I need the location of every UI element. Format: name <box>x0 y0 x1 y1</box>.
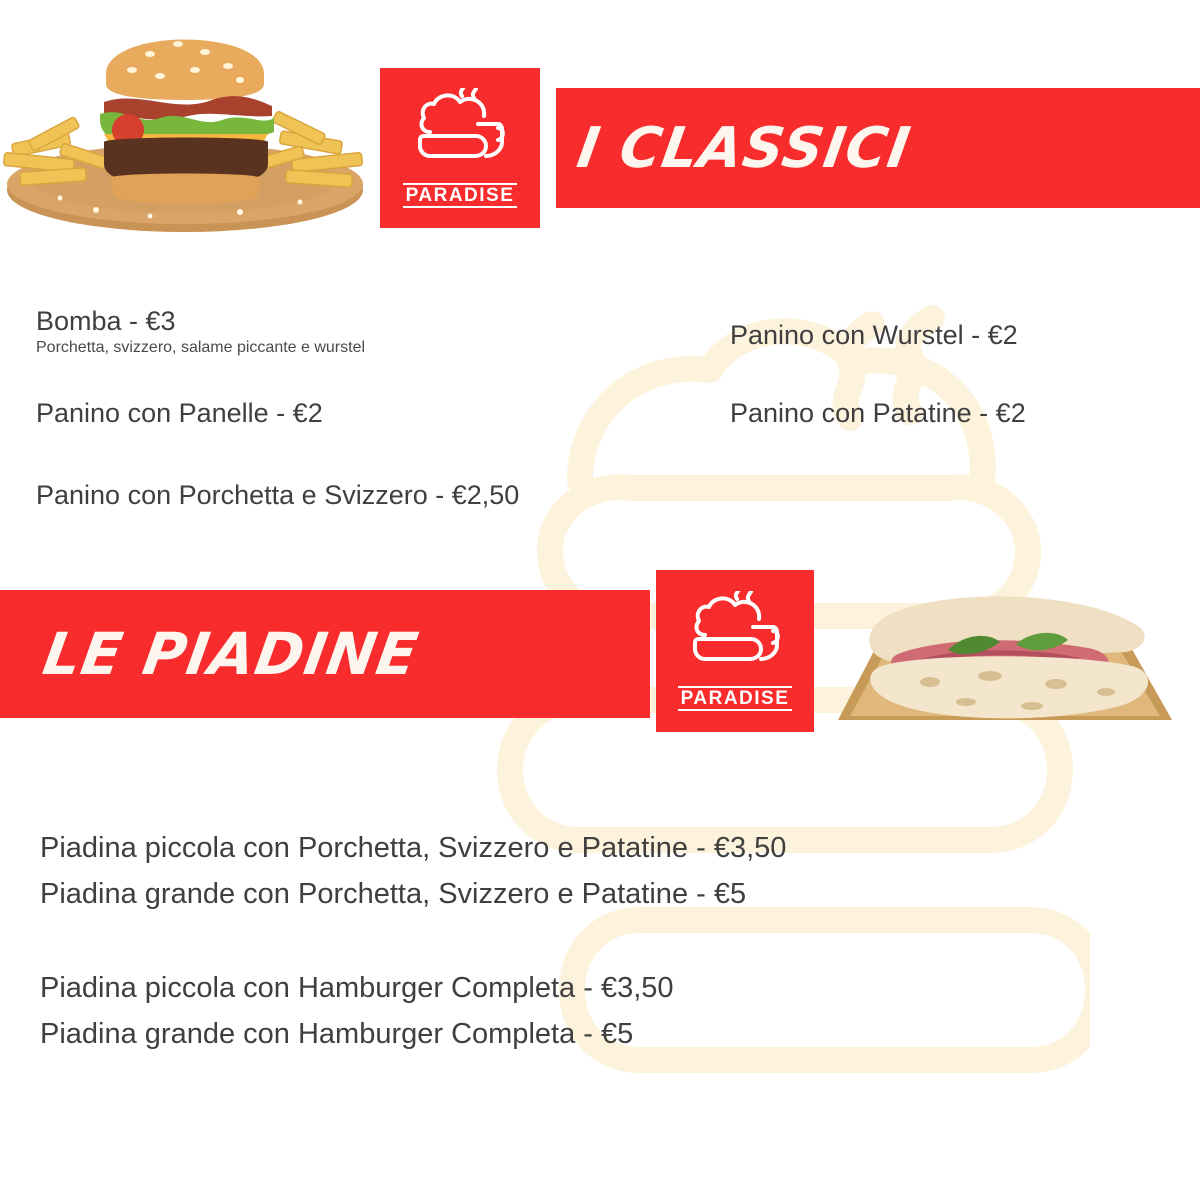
item-name: Panino con Panelle - €2 <box>36 398 323 428</box>
menu-item-panino-patatine <box>730 398 1026 429</box>
item-name: Panino con Wurstel - €2 <box>730 320 1018 350</box>
menu-item-piadina-grande-porchetta <box>40 878 746 911</box>
item-name: Bomba - €3 <box>36 306 176 336</box>
item-name: Piadina piccola con Hamburger Completa - €3,50 <box>40 972 674 1004</box>
menu-item-panino-panelle <box>36 398 323 429</box>
menu-item-bomba <box>36 306 365 357</box>
item-name: Panino con Patatine - €2 <box>730 398 1026 428</box>
section-title-classici: I CLASSICI <box>572 115 916 181</box>
menu-item-piadina-piccola-porchetta <box>40 832 786 865</box>
item-name: Piadina grande con Porchetta, Svizzero e Patatine - €5 <box>40 878 747 910</box>
menu-item-panino-porchetta-svizzero <box>36 480 519 511</box>
section-header-classici <box>556 88 1200 208</box>
menu-item-piadina-grande-hamburger <box>40 1018 633 1051</box>
paradise-logo-badge-classici <box>380 68 540 228</box>
chef-hat-and-coffee-cup-icon <box>689 591 781 677</box>
item-name: Piadina piccola con Porchetta, Svizzero e Patatine - €3,50 <box>40 832 787 864</box>
item-name: Piadina grande con Hamburger Completa - €5 <box>40 1018 634 1050</box>
chef-hat-and-coffee-cup-icon <box>414 88 506 174</box>
paradise-logo-badge-piadine <box>656 570 814 732</box>
section-header-piadine <box>0 590 650 718</box>
menu-item-panino-wurstel <box>730 320 1018 351</box>
piadina-with-ham-photo <box>820 570 1190 750</box>
logo-wordmark: PARADISE <box>678 686 793 711</box>
logo-wordmark: PARADISE <box>403 183 518 208</box>
hamburger-with-fries-photo <box>0 10 370 235</box>
section-title-piadine: LE PIADINE <box>38 620 424 688</box>
item-name: Panino con Porchetta e Svizzero - €2,50 <box>36 480 520 510</box>
item-description: Porchetta, svizzero, salame piccante e wurstel <box>36 339 366 356</box>
menu-item-piadina-piccola-hamburger <box>40 972 674 1005</box>
